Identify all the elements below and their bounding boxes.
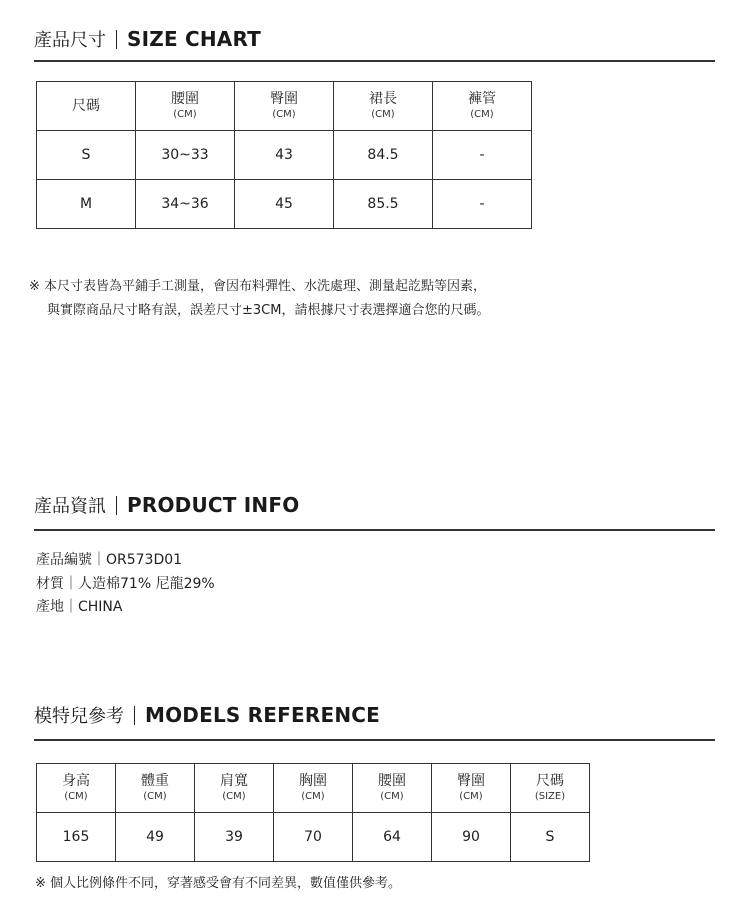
title-divider [134,706,135,725]
header-unit: (CM) [371,109,395,120]
header-label: 褲管 [468,91,496,107]
product-code: 產品編號｜OR573D01 [36,552,183,568]
size-chart-title-zh: 產品尺寸 [34,30,106,51]
header-cell-size [37,82,136,131]
size-chart-rule [34,60,715,62]
header-label: 臀圍 [270,91,298,107]
table-cell: 70 [274,813,353,862]
table-row [37,813,590,862]
size-chart-title [34,26,261,52]
product-info-title-en: PRODUCT INFO [127,493,300,517]
table-cell: - [433,131,532,180]
header-label: 身高 [62,773,90,789]
header-unit: (CM) [272,109,296,120]
header-label: 腰圍 [378,773,406,789]
models-reference-title [34,702,380,728]
table-row [37,131,532,180]
header-unit: (CM) [222,791,246,802]
size-chart-note-line1: ※ 本尺寸表皆為平鋪手工測量，會因布料彈性、水洗處理、測量起訖點等因素， [29,279,487,294]
header-cell-waist [136,82,235,131]
table-cell: 90 [432,813,511,862]
header-cell-waist [353,764,432,813]
product-info-rule [34,529,715,531]
header-cell-hip [235,82,334,131]
table-cell: 165 [37,813,116,862]
table-row [37,180,532,229]
header-label: 臀圍 [457,773,485,789]
table-cell: 39 [195,813,274,862]
product-origin: 產地｜CHINA [36,599,123,615]
table-cell: - [433,180,532,229]
header-cell-height [37,764,116,813]
title-divider [116,30,117,49]
models-reference-title-en: MODELS REFERENCE [145,703,381,727]
header-label: 尺碼 [72,97,100,114]
header-cell-weight [116,764,195,813]
header-unit: (CM) [64,791,88,802]
header-unit: (CM) [380,791,404,802]
table-cell: 84.5 [334,131,433,180]
table-cell: 64 [353,813,432,862]
header-label: 肩寬 [220,773,248,789]
header-label: 體重 [141,773,169,789]
models-reference-note: ※ 個人比例條件不同，穿著感受會有不同差異，數值僅供參考。 [35,876,402,891]
header-unit: (CM) [143,791,167,802]
header-cell-leg-opening [433,82,532,131]
table-header-row [37,764,590,813]
table-cell: 85.5 [334,180,433,229]
size-chart-title-en: SIZE CHART [127,27,262,51]
table-cell: 43 [235,131,334,180]
table-cell: S [511,813,590,862]
header-unit: (CM) [470,109,494,120]
models-reference-rule [34,739,715,741]
table-header-row [37,82,532,131]
table-cell: S [37,131,136,180]
header-label: 胸圍 [299,773,327,789]
header-label: 裙長 [369,91,397,107]
header-cell-hip [432,764,511,813]
size-chart-note-line2: 與實際商品尺寸略有誤，誤差尺寸±3CM，請根據尺寸表選擇適合您的尺碼。 [47,303,490,318]
models-reference-title-zh: 模特兒參考 [34,706,124,727]
size-chart-table [36,81,532,229]
table-cell: 49 [116,813,195,862]
table-cell: M [37,180,136,229]
header-cell-chest [274,764,353,813]
header-unit: (CM) [459,791,483,802]
header-unit: (SIZE) [534,791,566,802]
header-unit: (CM) [173,109,197,120]
header-label: 尺碼 [536,773,564,789]
table-cell: 30~33 [136,131,235,180]
product-material: 材質｜人造棉71% 尼龍29% [36,576,215,592]
models-reference-table [36,763,590,862]
product-info-title [34,492,299,518]
header-unit: (CM) [301,791,325,802]
header-label: 腰圍 [171,91,199,107]
product-info-title-zh: 產品資訊 [34,496,106,517]
header-cell-skirt-length [334,82,433,131]
header-cell-size [511,764,590,813]
table-cell: 45 [235,180,334,229]
title-divider [116,496,117,515]
table-cell: 34~36 [136,180,235,229]
header-cell-shoulder [195,764,274,813]
